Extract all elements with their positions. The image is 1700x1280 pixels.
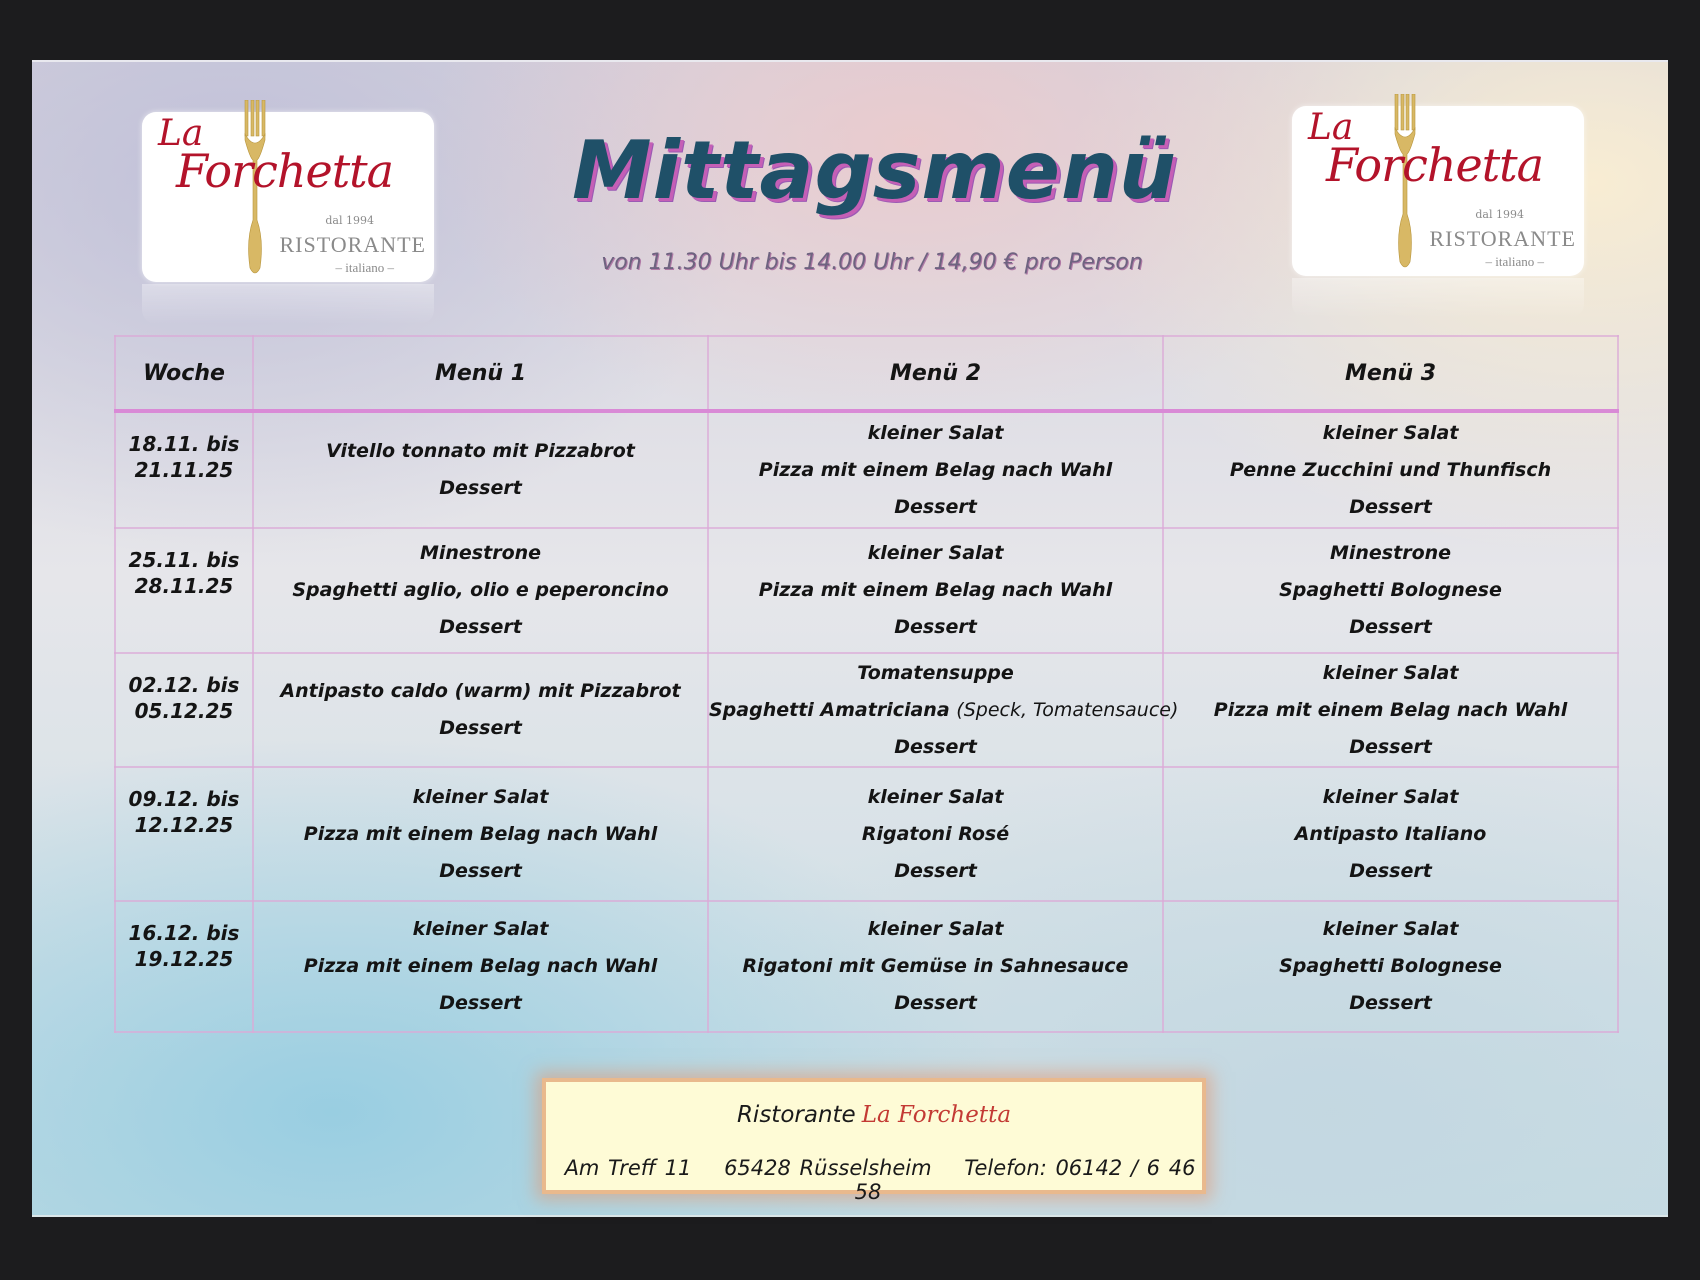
footer-phone: Telefon: 06142 / 6 46 58 xyxy=(854,1156,1196,1204)
menu-1-cell: Minestrone Spaghetti aglio, olio e peperoncino Dessert xyxy=(253,528,708,653)
address-footer xyxy=(542,1078,1206,1204)
footer-brand: La Forchetta xyxy=(861,1102,1012,1128)
menu-1-cell: kleiner Salat Pizza mit einem Belag nach Wahl Dessert xyxy=(253,901,708,1032)
menu-1-cell: kleiner Salat Pizza mit einem Belag nach Wahl Dessert xyxy=(253,767,708,901)
table-row xyxy=(115,653,1618,767)
column-header-menu-3: Menü 3 xyxy=(1163,336,1618,411)
dish-note: (Speck, Tomatensauce) xyxy=(956,698,1179,721)
logo-reflection xyxy=(1292,278,1584,318)
week-cell: 16.12. bis 19.12.25 xyxy=(115,901,253,1032)
footer-address xyxy=(546,1156,1202,1204)
table-row xyxy=(115,528,1618,653)
footer-restaurant-name: Ristorante La Forchetta xyxy=(736,1102,1012,1128)
table-row xyxy=(115,767,1618,901)
column-header-menu-1: Menü 1 xyxy=(253,336,708,411)
logo-italiano: – italiano – xyxy=(335,260,394,275)
page-subtitle: von 11.30 Uhr bis 14.00 Uhr / 14,90 € pro Person xyxy=(601,250,1143,275)
menu-3-cell: Minestrone Spaghetti Bolognese Dessert xyxy=(1163,528,1618,653)
restaurant-logo-right xyxy=(1292,106,1584,276)
logo-since: dal 1994 xyxy=(325,214,374,227)
logo-script: La Forchetta xyxy=(158,113,394,198)
footer-city: 65428 Rüsselsheim xyxy=(724,1156,932,1180)
logo-script: La Forchetta xyxy=(1308,107,1544,192)
menu-2-cell: Tomatensuppe Spaghetti Amatriciana (Speck, Tomatensauce) Dessert xyxy=(708,653,1163,767)
column-header-week: Woche xyxy=(115,336,253,411)
logo-ristorante: RISTORANTE xyxy=(1429,226,1576,251)
table-header-row xyxy=(115,336,1618,411)
menu-3-cell: kleiner Salat Penne Zucchini und Thunfisch Dessert xyxy=(1163,411,1618,528)
menu-3-cell: kleiner Salat Antipasto Italiano Dessert xyxy=(1163,767,1618,901)
restaurant-logo-left xyxy=(142,112,434,282)
table-row xyxy=(115,901,1618,1032)
menu-1-cell: Vitello tonnato mit Pizzabrot Dessert xyxy=(253,411,708,528)
logo-since: dal 1994 xyxy=(1475,208,1524,221)
menu-1-cell: Antipasto caldo (warm) mit Pizzabrot Dessert xyxy=(253,653,708,767)
menu-2-cell: kleiner Salat Pizza mit einem Belag nach Wahl Dessert xyxy=(708,528,1163,653)
page-title: Mittagsmenü xyxy=(572,124,1177,217)
logo-italiano: – italiano – xyxy=(1485,254,1544,269)
logo-ristorante: RISTORANTE xyxy=(279,232,426,257)
menu-2-cell: kleiner Salat Rigatoni mit Gemüse in Sahnesauce Dessert xyxy=(708,901,1163,1032)
week-cell: 18.11. bis 21.11.25 xyxy=(115,411,253,528)
week-cell: 09.12. bis 12.12.25 xyxy=(115,767,253,901)
footer-street: Am Treff 11 xyxy=(564,1156,692,1180)
logo-reflection xyxy=(142,284,434,324)
menu-2-cell: kleiner Salat Pizza mit einem Belag nach Wahl Dessert xyxy=(708,411,1163,528)
week-cell: 02.12. bis 05.12.25 xyxy=(115,653,253,767)
menu-3-cell: kleiner Salat Pizza mit einem Belag nach Wahl Dessert xyxy=(1163,653,1618,767)
week-cell: 25.11. bis 28.11.25 xyxy=(115,528,253,653)
menu-2-cell: kleiner Salat Rigatoni Rosé Dessert xyxy=(708,767,1163,901)
column-header-menu-2: Menü 2 xyxy=(708,336,1163,411)
menu-table xyxy=(114,335,1619,1033)
menu-poster xyxy=(32,60,1668,1217)
table-row xyxy=(115,411,1618,528)
menu-3-cell: kleiner Salat Spaghetti Bolognese Dessert xyxy=(1163,901,1618,1032)
